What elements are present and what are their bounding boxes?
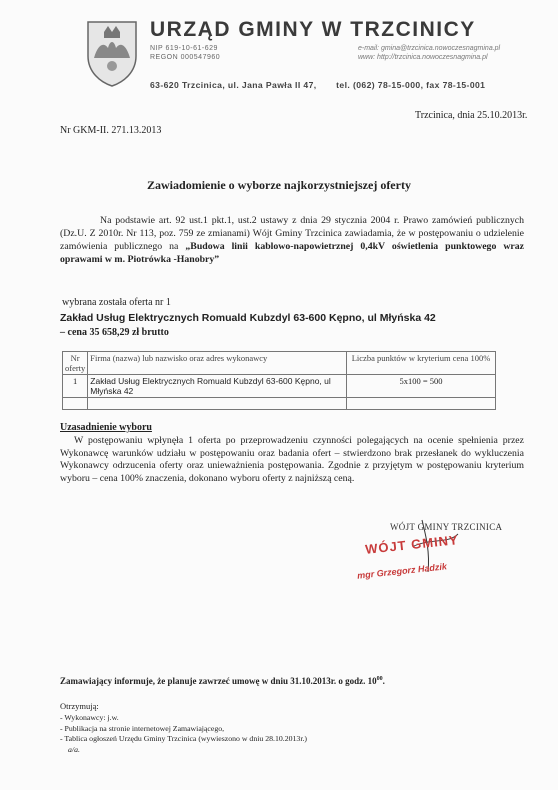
coat-of-arms-icon bbox=[84, 18, 140, 88]
justification-text: W postępowaniu wpłynęła 1 oferta po przeprowadzeniu czynności polegających na ocenie spełnienia przez Wykonawcę warunków udziału w postępowaniu oraz badania ofert – stwierdzono brak przesłanek do wykluczenia Wykonawcy odrzucenia oferty oraz unieważnienia postępowania. Zgodnie z przyjętym w postępowaniu kryterium wyboru – cena 100% znaczenia, dokonano wyboru oferty z najniższą ceną. bbox=[60, 435, 524, 484]
document-date: Trzcinica, dnia 25.10.2013r. bbox=[415, 110, 528, 121]
recipients-heading: Otrzymują: bbox=[60, 701, 99, 711]
offers-table bbox=[62, 351, 496, 410]
header-offer-number: Nr oferty bbox=[63, 352, 88, 375]
justification-heading: Uzasadnienie wyboru bbox=[60, 422, 152, 433]
office-phone: tel. (062) 78-15-000, fax 78-15-001 bbox=[336, 80, 486, 90]
reference-number: Nr GKM-II. 271.13.2013 bbox=[60, 125, 162, 136]
list-item: - Wykonawcy: j.w. bbox=[60, 713, 119, 722]
offer-score-cell: 5x100 = 500 bbox=[347, 375, 496, 398]
email-address: e-mail: gmina@trzcinica.nowoczesnagmina.pl bbox=[358, 45, 501, 52]
stamp-name: mgr Grzegorz Hadzik bbox=[356, 561, 448, 581]
intro-paragraph bbox=[60, 214, 524, 266]
recipients-note: a/a. bbox=[68, 744, 80, 754]
table-empty-row bbox=[63, 398, 496, 410]
recipients-list bbox=[60, 713, 307, 755]
offer-firm-cell: Zakład Usług Elektrycznych Romuald Kubzdyl 63-600 Kępno, ul Młyńska 42 bbox=[88, 375, 347, 398]
offer-price: – cena 35 658,29 zł brutto bbox=[60, 327, 169, 338]
list-item: - Publikacja na stronie internetowej Zamawiającego, bbox=[60, 723, 225, 733]
table-row bbox=[63, 375, 496, 398]
offer-number-cell: 1 bbox=[63, 375, 88, 398]
stamp-title: WÓJT GMINY bbox=[364, 532, 460, 557]
website-address: www: http://trzcinica.nowoczesnagmina.pl bbox=[358, 54, 488, 61]
signatory-office: WÓJT GMINY TRZCINICA bbox=[390, 522, 503, 532]
nip-number: NIP 619-10-61-629 bbox=[150, 45, 218, 52]
table-header-row bbox=[63, 352, 496, 375]
inform-minutes: 00 bbox=[376, 676, 383, 682]
project-name: „Budowa linii kablowo-napowietrznej 0,4kV oświetlenia punktowego wraz oprawami w m. Piotrówka -Hanobry” bbox=[60, 241, 524, 265]
office-title: URZĄD GMINY W TRZCINICY bbox=[150, 18, 476, 41]
document-heading: Zawiadomienie o wyborze najkorzystniejszej oferty bbox=[147, 178, 411, 192]
office-address: 63-620 Trzcinica, ul. Jana Pawła II 47, bbox=[150, 80, 317, 90]
header-firm: Firma (nazwa) lub nazwisko oraz adres wykonawcy bbox=[88, 352, 347, 375]
list-item: - Tablica ogłoszeń Urzędu Gminy Trzcinica (wywieszono w dniu 28.10.2013r.) bbox=[60, 734, 308, 743]
inform-text: Zamawiający informuje, że planuje zawrzeć umowę w dniu 31.10.2013r. o godz. 10 bbox=[60, 676, 377, 686]
header-score: Liczba punktów w kryterium cena 100% bbox=[347, 352, 496, 375]
regon-number: REGON 000547960 bbox=[150, 54, 221, 61]
contract-information: Zamawiający informuje, że planuje zawrzeć umowę w dniu 31.10.2013r. o godz. $10^{00}$. bbox=[60, 676, 385, 686]
intro-text: Na podstawie art. 92 ust.1 pkt.1, ust.2 ustawy z dnia 29 stycznia 2004 r. Prawo zamówień publicznych (Dz.U. Z 2010r. Nr 113, poz. 759 ze zmianami) Wójt Gminy Trzcinica zawiadamia, że w postępowaniu o udzielenie zamówienia publicznego na bbox=[60, 215, 524, 252]
office-address-line bbox=[150, 80, 485, 90]
selected-offer-line: wybrana została oferta nr 1 bbox=[62, 297, 171, 308]
winning-company: Zakład Usług Elektrycznych Romuald Kubzdyl 63-600 Kępno, ul Młyńska 42 bbox=[60, 312, 436, 324]
